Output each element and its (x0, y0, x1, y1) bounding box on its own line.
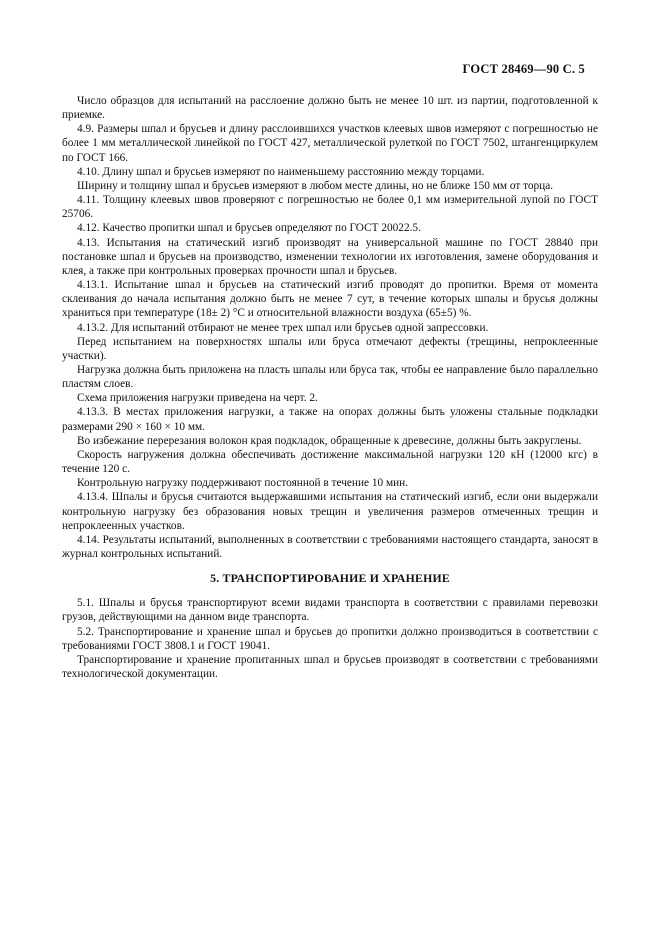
paragraph: Во избежание перерезания волокон края подкладок, обращенные к древесине, должны быть закруглены. (77, 434, 582, 447)
paragraph: 4.13.4. Шпалы и брусья считаются выдержавшими испытания на статический изгиб, если они выдержали контрольную нагрузку без образования новых трещин и увеличения размеров отмеченных трещин и непроклеенных участков. (62, 491, 598, 532)
paragraph: 4.14. Результаты испытаний, выполненных в соответствии с требованиями настоящего стандарта, заносят в журнал контрольных испытаний. (62, 533, 598, 560)
paragraph: Схема приложения нагрузки приведена на черт. 2. (77, 392, 318, 405)
paragraph: 5.1. Шпалы и брусья транспортируют всеми видами транспорта в соответствии с правилами перевозки грузов, действующими на данном виде транспорта. (62, 597, 598, 624)
paragraph: 4.13. Испытания на статический изгиб производят на универсальной машине по ГОСТ 28840 при постановке шпал и брусьев на производство, изменении технологии их изготовления, замене оборудования и клея, а также при контрольных проверках прочности шпал и брусьев. (62, 236, 598, 277)
paragraph: 4.9. Размеры шпал и брусьев и длину расслоившихся участков клеевых швов измеряют с погрешностью не более 1 мм металлической линейкой по ГОСТ 427, металлической рулеткой по ГОСТ 7502, штангенциркулем по ГОСТ 166. (62, 123, 598, 164)
paragraph: Контрольную нагрузку поддерживают постоянной в течение 10 мин. (77, 477, 409, 490)
paragraph: 4.10. Длину шпал и брусьев измеряют по наименьшему расстоянию между торцами. (77, 165, 485, 178)
paragraph: 5.2. Транспортирование и хранение шпал и брусьев до пропитки должно производиться в соответствии с требованиями ГОСТ 3808.1 и ГОСТ 19041. (62, 625, 598, 652)
paragraph: Ширину и толщину шпал и брусьев измеряют в любом месте длины, но не ближе 150 мм от торца. (77, 179, 554, 192)
paragraph: Нагрузка должна быть приложена на пласть шпалы или бруса так, чтобы ее направление было параллельно пластям слоев. (62, 363, 598, 391)
paragraph: Скорость нагружения должна обеспечивать достижение максимальной нагрузки 120 кН (12000 кгс) в течение 120 с. (62, 448, 598, 476)
section-title: 5. ТРАНСПОРТИРОВАНИЕ И ХРАНЕНИЕ (210, 571, 450, 586)
paragraph: Число образцов для испытаний на расслоение должно быть не менее 10 шт. из партии, подготовленной к приемке. (62, 95, 598, 122)
document-body (62, 94, 598, 681)
page-header: ГОСТ 28469—90 С. 5 (462, 62, 585, 76)
paragraph: 4.13.3. В местах приложения нагрузки, а также на опорах должны быть уложены стальные подкладки размерами 290 × 160 × 10 мм. (62, 406, 598, 433)
paragraph: 4.13.1. Испытание шпал и брусьев на статический изгиб проводят до пропитки. Время от момента склеивания до начала испытания должно быть не менее 7 сут, в течение которых шпалы и брусья должны храниться при температуре (18± 2) °С и относительной влажности воздуха (65±5) %. (62, 279, 598, 320)
paragraph: Перед испытанием на поверхностях шпалы или бруса отмечают дефекты (трещины, непроклеенные участки). (62, 335, 598, 362)
paragraph: 4.12. Качество пропитки шпал и брусьев определяют по ГОСТ 20022.5. (77, 222, 421, 235)
paragraph: 4.13.2. Для испытаний отбирают не менее трех шпал или брусьев одной запрессовки. (77, 321, 489, 334)
paragraph: 4.11. Толщину клеевых швов проверяют с погрешностью не более 0,1 мм измерительной лупой по ГОСТ 25706. (62, 194, 598, 221)
paragraph: Транспортирование и хранение пропитанных шпал и брусьев производят в соответствии с требованиями технологической документации. (62, 653, 598, 681)
